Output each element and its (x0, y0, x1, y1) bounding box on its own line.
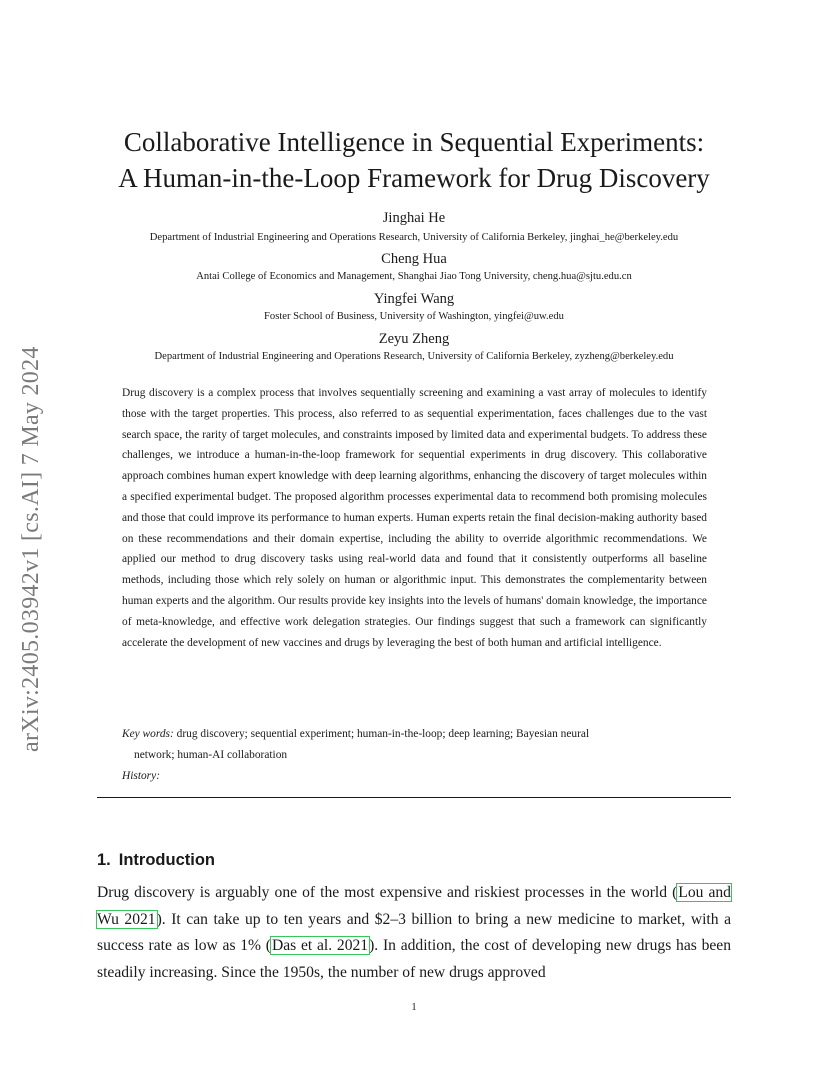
intro-text: ). It can take up to ten years and $2–3 billion to bring a new medicine to market, with a success rate as low as 1% ( (97, 910, 731, 955)
abstract: Drug discovery is a complex process that involves sequentially screening and examining a vast array of molecules to identify those with the target properties. This process, also referred to as sequential experimentation, faces challenges due to the vast search space, the rarity of target molecules, and constraints imposed by limited data and experimental budgets. To address these challenges, we introduce a human-in-the-loop framework for sequential experiments in drug discovery. This collaborative approach combines human expert knowledge with deep learning algorithms, enhancing the discovery of target molecules within a specified experimental budget. The proposed algorithm processes experimental data to recommend both promising molecules and those that could improve its performance to human experts. Human experts retain the final decision-making authority based on these recommendations and their domain expertise, including the ability to override algorithmic recommendations. We applied our method to drug discovery tasks using real-world data and found that it consistently outperforms all baseline methods, including those which rely solely on human or algorithmic input. This demonstrates the complementarity between human experts and the algorithm. Our results provide key insights into the levels of humans' domain knowledge, the importance of meta-knowledge, and effective work delegation strategies. Our findings suggest that such a framework can significantly accelerate the development of new vaccines and drugs by leveraging the best of both human and artificial intelligence. (122, 387, 707, 649)
section-heading (97, 850, 215, 870)
intro-text: Drug discovery is arguably one of the most expensive and riskiest processes in the world ( (97, 884, 678, 901)
history-label: History (122, 770, 157, 782)
author-affiliation: Department of Industrial Engineering and Operations Research, University of California Berkeley, zyzheng@berkeley.edu (154, 351, 674, 362)
author-affiliation: Department of Industrial Engineering and Operations Research, University of California Berkeley, jinghai_he@berkeley.edu (149, 232, 679, 243)
author-name: Cheng Hua (381, 251, 447, 267)
introduction-paragraph (97, 880, 731, 987)
citation-link[interactable]: Das et al. 2021 (272, 937, 369, 955)
keywords-label: Key words (122, 728, 170, 740)
author-name: Yingfei Wang (373, 291, 455, 307)
author-name: Jinghai He (382, 210, 446, 226)
intro-text: ). In addition, the cost of developing new drugs has been steadily increasing. Since the 1950s, the number of new drugs approved (97, 937, 732, 982)
arxiv-identifier-stamp[interactable]: arXiv:2405.03942v1 [cs.AI] 7 May 2024 (18, 346, 44, 752)
history: History: (122, 770, 160, 782)
title-line-2: A Human-in-the-Loop Framework for Drug Discovery (118, 163, 710, 193)
keywords-text: drug discovery; sequential experiment; human-in-the-loop; deep learning; Bayesian neural (176, 728, 590, 740)
page-number: 1 (411, 1002, 417, 1013)
citation-link[interactable]: Lou and Wu 2021 (97, 884, 731, 928)
section-title: Introduction (118, 851, 215, 869)
author-affiliation: Foster School of Business, University of Washington, yingfei@uw.edu (264, 311, 564, 322)
keywords-text-continued: network; human-AI collaboration (134, 749, 288, 761)
author-name: Zeyu Zheng (378, 331, 450, 347)
section-number: 1. (97, 851, 111, 869)
paper-title (90, 124, 738, 196)
header-divider (97, 797, 731, 798)
keywords-colon: : (170, 728, 174, 740)
author-affiliation: Antai College of Economics and Management, Shanghai Jiao Tong University, cheng.hua@sjtu.edu.cn (196, 271, 632, 282)
title-line-1: Collaborative Intelligence in Sequential Experiments: (123, 127, 705, 157)
